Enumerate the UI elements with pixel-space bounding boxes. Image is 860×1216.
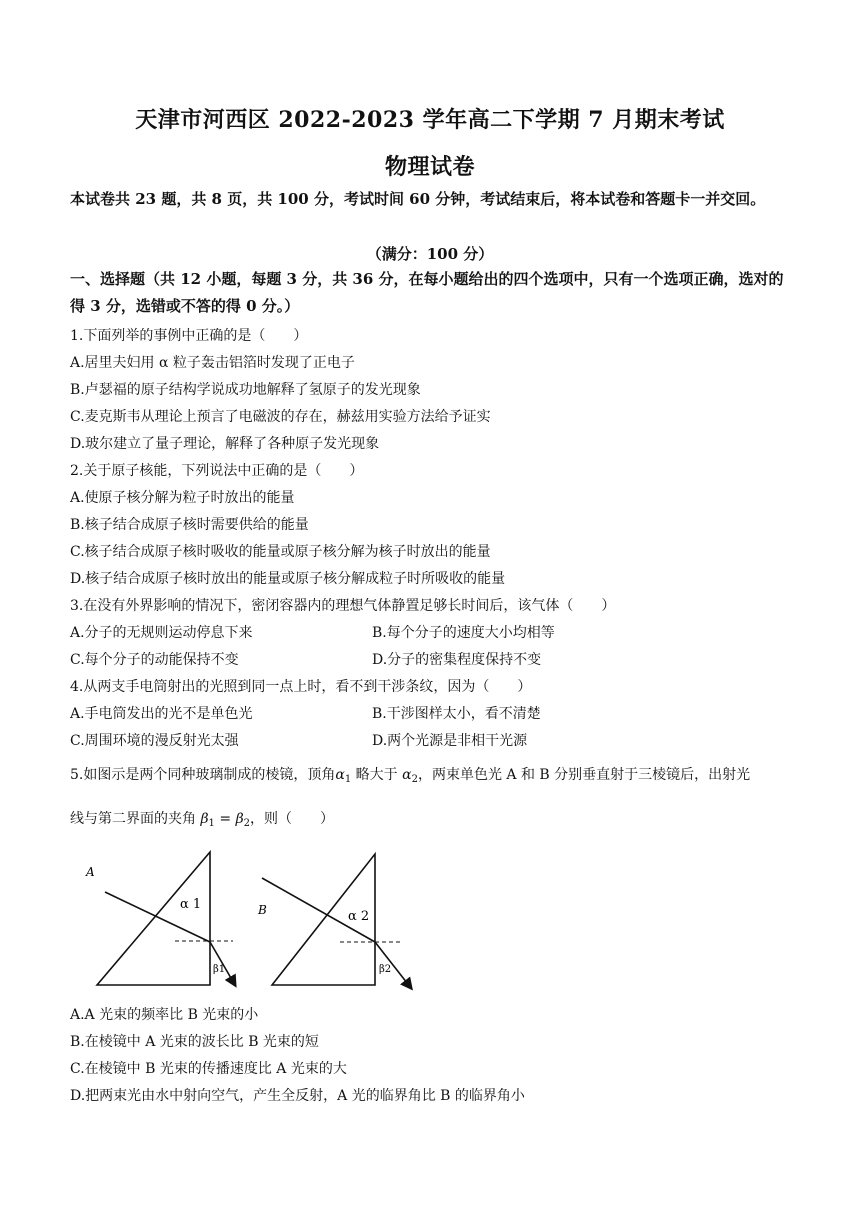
question-5-option-c: C.在棱镜中 B 光束的传播速度比 A 光束的大 [70, 1061, 347, 1077]
q5-text-1: 5.如图示是两个同种玻璃制成的棱镜，顶角 [70, 767, 336, 783]
section-heading: 一、选择题（共 12 小题，每题 3 分，共 36 分，在每小题给出的四个选项中，只有一个选项正确，选对的得 3 分，选错或不答的得 0 分。） [70, 270, 784, 315]
question-1-stem: 1.下面列举的事例中正确的是（ ） [70, 328, 308, 344]
prism-a-label: A [86, 865, 95, 879]
prism-b-exit-angle: β2 [379, 964, 392, 975]
beta-2-symbol: $\beta_2$ [235, 811, 251, 829]
question-3-stem: 3.在没有外界影响的情况下，密闭容器内的理想气体静置足够长时间后，该气体（ ） [70, 598, 616, 614]
exam-subtitle: 物理试卷 [384, 154, 475, 180]
question-4-option-b: B.干涉图样太小，看不清楚 [372, 706, 541, 722]
question-5-option-b: B.在棱镜中 A 光束的波长比 B 光束的短 [70, 1034, 319, 1050]
prism-a-exit-angle: β1 [213, 964, 226, 975]
prism-figure [70, 842, 430, 992]
q5-text-2: 略大于 [351, 767, 403, 783]
question-3-option-c: C.每个分子的动能保持不变 [70, 652, 239, 668]
question-1-option-d: D.玻尔建立了量子理论，解释了各种原子发光现象 [70, 436, 380, 452]
question-2-stem: 2.关于原子核能，下列说法中正确的是（ ） [70, 463, 364, 479]
q5-text-4: 线与第二界面的夹角 [70, 811, 201, 827]
question-1-option-c: C.麦克斯韦从理论上预言了电磁波的存在，赫兹用实验方法给予证实 [70, 409, 491, 425]
alpha-2-symbol: $\alpha_2$ [402, 767, 418, 785]
question-1-option-a: A.居里夫妇用 α 粒子轰击铝箔时发现了正电子 [70, 355, 355, 371]
question-5-stem-line1 [70, 764, 795, 785]
question-2-option-b: B.核子结合成原子核时需要供给的能量 [70, 517, 309, 533]
question-4-option-a: A.手电筒发出的光不是单色光 [70, 706, 253, 722]
prism-a-outline [97, 852, 210, 985]
prism-b-apex-angle: α 2 [348, 909, 370, 924]
exam-instructions: 本试卷共 23 题，共 8 页，共 100 分，考试时间 60 分钟，考试结束后，将本试卷和答题卡一并交回。 [70, 190, 766, 208]
question-2-option-c: C.核子结合成原子核时吸收的能量或原子核分解为核子时放出的能量 [70, 544, 491, 560]
question-4-option-d: D.两个光源是非相干光源 [372, 733, 528, 749]
q5-text-3: ，两束单色光 A 和 B 分别垂直射于三棱镜后，出射光 [417, 767, 751, 783]
question-3-option-b: B.每个分子的速度大小均相等 [372, 625, 555, 641]
exam-title: 天津市河西区 2022-2023 学年高二下学期 7 月期末考试 [135, 107, 725, 133]
question-4-option-c: C.周围环境的漫反射光太强 [70, 733, 239, 749]
question-5-option-a: A.A 光束的频率比 B 光束的小 [70, 1007, 259, 1023]
prism-a-apex-angle: α 1 [180, 897, 202, 912]
prism-b-label: B [258, 903, 267, 917]
question-4-stem: 4.从两支手电筒射出的光照到同一点上时，看不到干涉条纹，因为（ ） [70, 679, 532, 695]
q5-text-5: ，则（ ） [250, 811, 335, 827]
question-5-option-d: D.把两束光由水中射向空气，产生全反射，A 光的临界角比 B 的临界角小 [70, 1088, 525, 1104]
question-2-option-a: A.使原子核分解为粒子时放出的能量 [70, 490, 295, 506]
beta-1-symbol: $\beta_1$ [200, 811, 215, 829]
question-1-option-b: B.卢瑟福的原子结构学说成功地解释了氢原子的发光现象 [70, 382, 421, 398]
question-3-option-a: A.分子的无规则运动停息下来 [70, 625, 253, 641]
alpha-1-symbol: $\alpha_1$ [335, 767, 352, 785]
question-5-stem-line2: 线与第二界面的夹角 $\beta_1 = \beta_2$，则（ ） [70, 811, 335, 829]
question-2-option-d: D.核子结合成原子核时放出的能量或原子核分解成粒子时所吸收的能量 [70, 571, 506, 587]
question-3-option-d: D.分子的密集程度保持不变 [372, 652, 542, 668]
score-note: （满分：100 分） [366, 245, 494, 263]
